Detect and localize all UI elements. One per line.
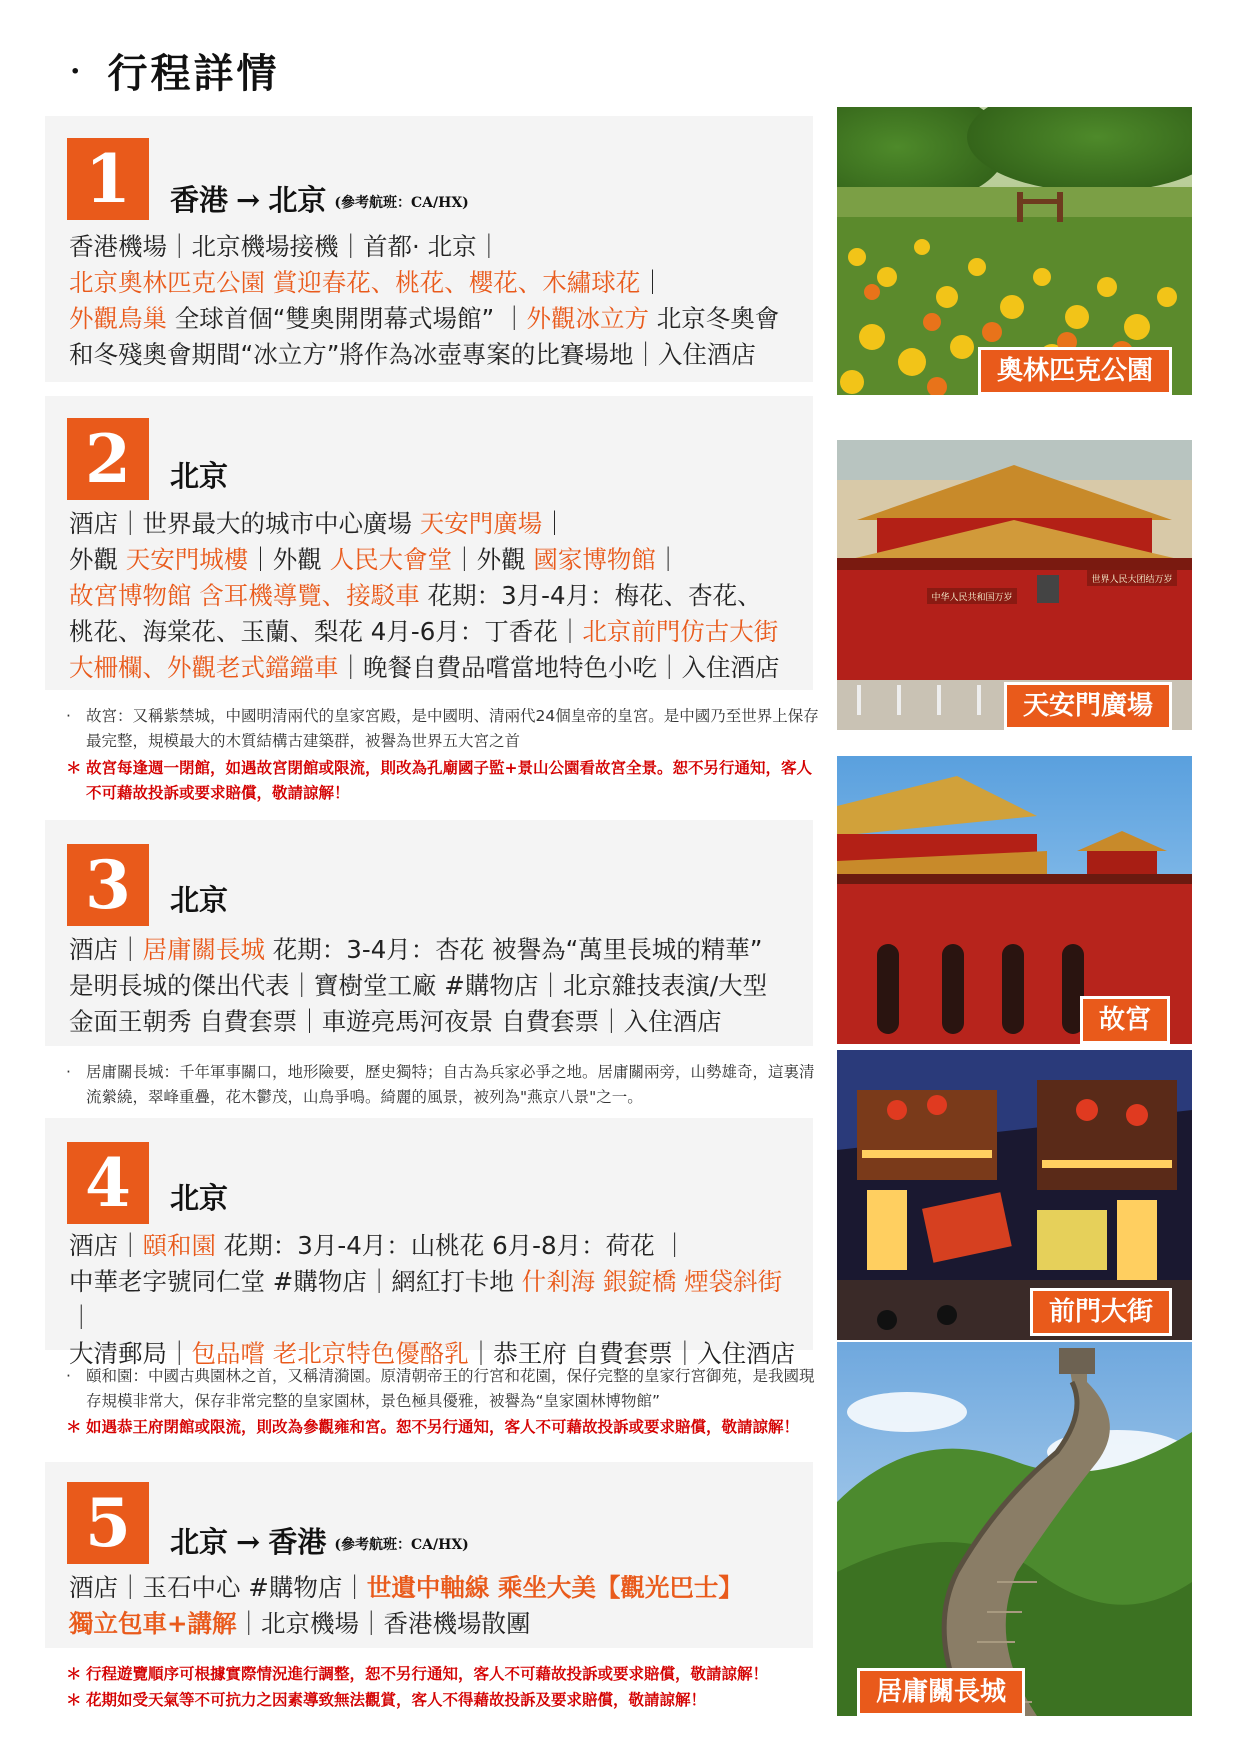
desc-line: 金面王朝秀 自費套票｜車遊亮馬河夜景 自費套票｜入住酒店 <box>69 1007 722 1036</box>
desc-text: ｜ <box>655 545 681 574</box>
note-text: 故宮每逢週一閉館，如遇故宮閉館或限流，則改為孔廟國子監+景山公園看故宮全景。恕不另行通知，客人不可藉故投訴或要求賠償，敬請諒解！ <box>86 759 812 802</box>
desc-text: 花期：3月-4月：山桃花 6月-8月：荷花 ｜ <box>216 1231 687 1260</box>
to-city: 北京 <box>268 183 327 217</box>
highlight: 居庸關長城 <box>142 935 265 964</box>
note-text: 居庸關長城：千年軍事關口，地形險要，歷史獨特；自古為兵家必爭之地。居庸關兩旁，山勢雄奇，這裏清流縈繞，翠峰重疊，花木鬱茂，山鳥爭鳴。綺麗的風景，被列為"燕京八景"之一。 <box>86 1063 815 1106</box>
desc-line <box>69 265 803 301</box>
day-description <box>69 932 803 1040</box>
day-description <box>69 1228 803 1372</box>
day-number: 4 <box>67 1142 149 1224</box>
day-number: 3 <box>67 844 149 926</box>
footer-warning-1 <box>66 1662 826 1687</box>
warning-bullet: ＊ <box>66 1418 82 1436</box>
day-3-box <box>45 820 813 1046</box>
note-bullet: · <box>66 707 71 725</box>
desc-text: ｜晚餐自費品嚐當地特色小吃｜入住酒店 <box>338 653 780 682</box>
desc-line <box>69 1264 803 1336</box>
day-number: 5 <box>67 1482 149 1564</box>
highlight: 故宮博物館 含耳機導覽、接駁車 <box>69 581 420 610</box>
desc-line <box>69 542 803 578</box>
photo-label: 居庸關長城 <box>857 1668 1025 1716</box>
flight-ref: (參考航班：CA/HX) <box>334 195 469 211</box>
desc-text: 花期：3月-4月：梅花、杏花、 <box>419 581 762 610</box>
warning-bullet: ＊ <box>66 1665 82 1683</box>
day-number: 1 <box>67 138 149 220</box>
day-2-box <box>45 396 813 690</box>
note-gugong <box>66 704 826 754</box>
photo-qianmen <box>837 1050 1192 1340</box>
highlight: 獨立包車+講解 <box>69 1609 237 1638</box>
desc-text: 中華老字號同仁堂 #購物店｜網紅打卡地 <box>69 1267 522 1296</box>
desc-text: 全球首個“雙奧開閉幕式場館” ｜ <box>167 304 527 333</box>
day-1-box <box>45 116 813 382</box>
from-city: 香港 <box>170 183 229 217</box>
photo-gugong <box>837 756 1192 1044</box>
desc-line <box>69 578 803 614</box>
arrow-icon: → <box>236 1525 261 1559</box>
desc-text: ｜外觀 <box>248 545 330 574</box>
highlight: 人民大會堂 <box>329 545 453 574</box>
note-bullet: · <box>66 1063 71 1081</box>
desc-line <box>69 1606 803 1642</box>
desc-line <box>69 1228 803 1264</box>
note-warning <box>66 1415 826 1440</box>
warning-bullet: ＊ <box>66 759 82 777</box>
highlight: 大柵欄、外觀老式鐺鐺車 <box>69 653 339 682</box>
day-heading: 北京 <box>170 459 229 493</box>
desc-text: ｜ <box>69 1303 94 1332</box>
to-city: 香港 <box>268 1525 327 1559</box>
day-5-box <box>45 1462 813 1648</box>
photo-tiananmen <box>837 440 1192 730</box>
desc-text: 大清郵局｜ <box>69 1339 192 1368</box>
photo-label: 前門大街 <box>1030 1288 1172 1336</box>
day-heading: 北京 <box>170 1181 229 1215</box>
note-bullet: · <box>66 1367 71 1385</box>
highlight: 外觀鳥巢 <box>69 304 167 333</box>
photo-label: 奧林匹克公園 <box>978 347 1172 395</box>
footer-warning-2 <box>66 1688 826 1713</box>
title-text: 行程詳情 <box>107 50 280 97</box>
note-text: 行程遊覽順序可根據實際情況進行調整，恕不另行通知，客人不可藉故投訴或要求賠償，敬請諒解！ <box>86 1665 769 1683</box>
desc-text: ｜ <box>640 268 665 297</box>
desc-text: 酒店｜ <box>69 1231 143 1260</box>
note-yiheyuan <box>66 1364 826 1414</box>
note-text: 花期如受天氣等不可抗力之因素導致無法觀賞，客人不得藉故投訴及要求賠償，敬請諒解！ <box>86 1691 707 1709</box>
desc-text: 花期：3-4月：杏花 被譽為“萬里長城的精華” <box>265 935 763 964</box>
page-title <box>70 42 279 99</box>
photo-juyongguan <box>837 1342 1192 1716</box>
highlight: 什剎海 銀錠橋 煙袋斜街 <box>521 1267 783 1296</box>
desc-text: 外觀 <box>69 545 126 574</box>
warning-bullet: ＊ <box>66 1691 82 1709</box>
sign-left: 中华人民共和国万岁 <box>931 593 1013 603</box>
flight-ref: (參考航班：CA/HX) <box>334 1537 469 1553</box>
desc-line <box>69 932 803 968</box>
desc-text: ｜北京機場｜香港機場散團 <box>236 1609 531 1638</box>
note-text: 頤和園：中國古典園林之首，又稱清漪園。原清朝帝王的行宮和花園，保仔完整的皇家行宮御苑，是我國現存規模非常大，保存非常完整的皇家園林，景色極具優雅，被譽為“皇家園林博物館” <box>86 1367 815 1410</box>
desc-line <box>69 506 803 542</box>
day-number: 2 <box>67 418 149 500</box>
desc-text: ｜恭王府 自費套票｜入住酒店 <box>468 1339 796 1368</box>
desc-line <box>69 650 803 686</box>
desc-line: 和冬殘奧會期間“冰立方”將作為冰壺專案的比賽場地｜入住酒店 <box>69 340 756 369</box>
desc-text: 桃花、海棠花、玉蘭、梨花 4月-6月：丁香花｜ <box>69 617 583 646</box>
title-bullet: · <box>70 54 84 89</box>
desc-line: 是明長城的傑出代表｜寶樹堂工廠 #購物店｜北京雜技表演/大型 <box>69 971 768 1000</box>
desc-line: 香港機場｜北京機場接機｜首都· 北京｜ <box>69 232 502 261</box>
desc-line <box>69 1570 803 1606</box>
day-description <box>69 229 803 373</box>
day-description <box>69 506 803 686</box>
highlight: 北京奧林匹克公園 賞迎春花、桃花、櫻花、木繡球花 <box>69 268 641 297</box>
highlight: 頤和園 <box>142 1231 216 1260</box>
note-juyongguan <box>66 1060 826 1110</box>
desc-text: ｜外觀 <box>452 545 534 574</box>
note-warning <box>66 756 826 806</box>
highlight: 天安門城樓 <box>125 545 249 574</box>
desc-text: ｜ <box>542 509 567 538</box>
day-description <box>69 1570 803 1642</box>
desc-text: 酒店｜ <box>69 935 143 964</box>
highlight: 外觀冰立方 <box>526 304 649 333</box>
desc-line <box>69 301 803 337</box>
highlight: 包品嚐 老北京特色優酪乳 <box>191 1339 469 1368</box>
photo-label: 故宮 <box>1080 996 1170 1044</box>
desc-text: 酒店｜世界最大的城市中心廣場 <box>69 509 420 538</box>
day-heading: 北京 <box>170 883 229 917</box>
great-wall-image <box>837 1342 1192 1716</box>
highlight: 國家博物館 <box>533 545 656 574</box>
day-heading <box>170 1520 469 1561</box>
note-text: 如遇恭王府閉館或限流，則改為參觀雍和宮。恕不另行通知，客人不可藉故投訴或要求賠償，敬請諒解！ <box>86 1418 800 1436</box>
desc-line <box>69 614 803 650</box>
highlight: 世遺中軸線 乘坐大美【觀光巴士】 <box>366 1573 743 1602</box>
arrow-icon: → <box>236 183 261 217</box>
highlight: 北京前門仿古大街 <box>582 617 779 646</box>
sign-right: 世界人民大团结万岁 <box>1091 575 1173 585</box>
from-city: 北京 <box>170 1525 229 1559</box>
desc-text: 酒店｜玉石中心 #購物店｜ <box>69 1573 367 1602</box>
day-4-box <box>45 1118 813 1368</box>
note-text: 故宮：又稱紫禁城，中國明清兩代的皇家宮殿，是中國明、清兩代24個皇帝的皇宮。是中國乃至世界上保存最完整，規模最大的木質結構古建築群，被譽為世界五大宮之首 <box>86 707 819 750</box>
highlight: 天安門廣場 <box>419 509 543 538</box>
photo-olympic-park <box>837 107 1192 395</box>
photo-label: 天安門廣場 <box>1004 682 1172 730</box>
day-heading <box>170 178 469 219</box>
desc-text: 北京冬奧會 <box>648 304 780 333</box>
